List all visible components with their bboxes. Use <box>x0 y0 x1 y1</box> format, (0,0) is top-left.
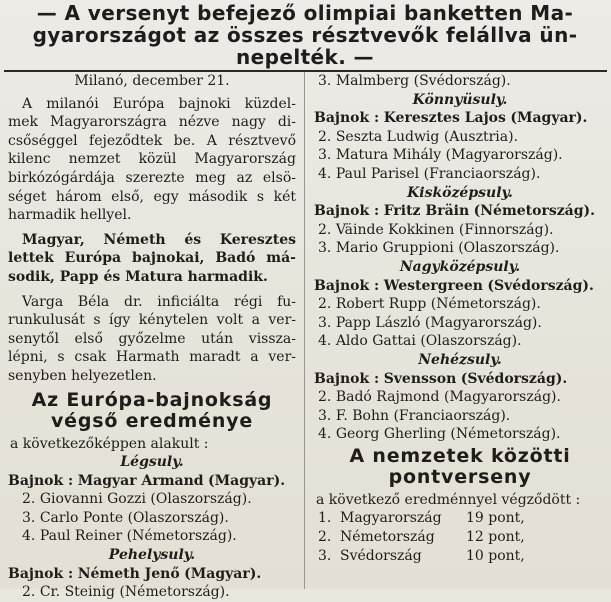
left-column <box>8 72 296 602</box>
result-row: 2. Robert Rupp (Németország). <box>318 296 541 313</box>
result-row: 2. Cr. Steinig (Németország). <box>22 584 230 601</box>
column-divider <box>304 72 305 589</box>
article-paragraph-2: Magyar, Németh és Keresztes lettek Európa bajnokai, Badó má- sodik, Papp és Matura harmadik. <box>8 231 296 285</box>
nations-row: 2. Németország 12 pont, <box>318 529 525 546</box>
result-row: 2. Seszta Ludwig (Ausztria). <box>318 128 519 145</box>
result-row: 2. Badó Rajmond (Magyarország). <box>318 389 561 406</box>
result-row: 3. Mario Gruppioni (Olaszország). <box>318 240 560 257</box>
result-row: 3. Carlo Ponte (Olaszország). <box>22 509 229 526</box>
nations-intro: a következő eredménnyel végződött : <box>316 491 581 508</box>
article-paragraph-3: Varga Béla dr. inficiálta régi fu- runkulusát s így kénytelen volt a ver- senytől első győzelme után vissza- lépni, s csak Harmath maradt a ver- senyben helyezetlen. <box>8 293 296 384</box>
result-row: Bajnok : Keresztes Lajos (Magyar). <box>314 110 588 127</box>
results-intro: a következőképpen alakult : <box>10 435 209 452</box>
result-row: Bajnok : Fritz Bräin (Németország). <box>314 203 596 220</box>
result-row: Bajnok : Svensson (Svédország). <box>314 370 568 387</box>
results-heading: Az Európa-bajnokság végső eredménye <box>31 388 273 432</box>
result-row: 4. Georg Gherling (Németország). <box>318 426 561 443</box>
result-row: Bajnok : Magyar Armand (Magyar). <box>8 472 286 489</box>
nations-row: 3. Svédország 10 pont, <box>318 547 525 564</box>
right-column <box>314 72 606 565</box>
result-row: 3. Matura Mihály (Magyarország). <box>318 147 563 164</box>
dateline: Milanó, december 21. <box>74 73 230 89</box>
nations-row: 1. Magyarország 19 pont, <box>318 510 525 527</box>
weight-class-title: Könnyüsuly. <box>412 91 508 108</box>
weight-class-title: Nehézsuly. <box>418 351 502 368</box>
result-row: 3. Papp László (Magyarország). <box>318 314 542 331</box>
result-row: Bajnok : Németh Jenő (Magyar). <box>8 565 262 582</box>
headline-line-2: gyarországot az összes résztvevők felállva ün- <box>32 23 578 47</box>
result-row: Bajnok : Westergreen (Svédország). <box>314 277 594 294</box>
weight-class-title: Pehelysuly. <box>108 547 196 564</box>
result-row: 4. Aldo Gattai (Olaszország). <box>318 333 522 350</box>
article-paragraph-1: A milanói Európa bajnoki küzdel- mek Magyarországra nézve nagy di- csőséggel fejeződtek be. A résztvevő kilenc nemzet közül Magyarország birkózógárdája szerezte meg az elsö- séget három első, egy második s két harmadik hellyel. <box>8 95 296 224</box>
weight-class-title: Nagyközépsuly. <box>399 258 521 275</box>
nations-heading: A nemzetek közötti pontverseny <box>349 444 571 488</box>
result-row: 3. F. Bohn (Franciaország). <box>318 407 511 424</box>
headline-line-1: — A versenyt befejező olimpiai banketten Ma- <box>36 1 574 25</box>
result-row: 3. Malmberg (Svédország). <box>318 73 511 89</box>
headline-line-3: nepelték. — <box>236 45 374 69</box>
headline <box>6 2 604 68</box>
result-row: 4. Paul Parisel (Franciaország). <box>318 165 541 182</box>
result-row: 2. Giovanni Gozzi (Olaszország). <box>22 491 252 508</box>
weight-class-title: Légsuly. <box>120 454 184 471</box>
result-row: 2. Väinde Kokkinen (Finnország). <box>318 221 554 238</box>
result-row: 4. Paul Reiner (Németország). <box>22 528 237 545</box>
weight-class-title: Kisközépsuly. <box>407 184 513 201</box>
